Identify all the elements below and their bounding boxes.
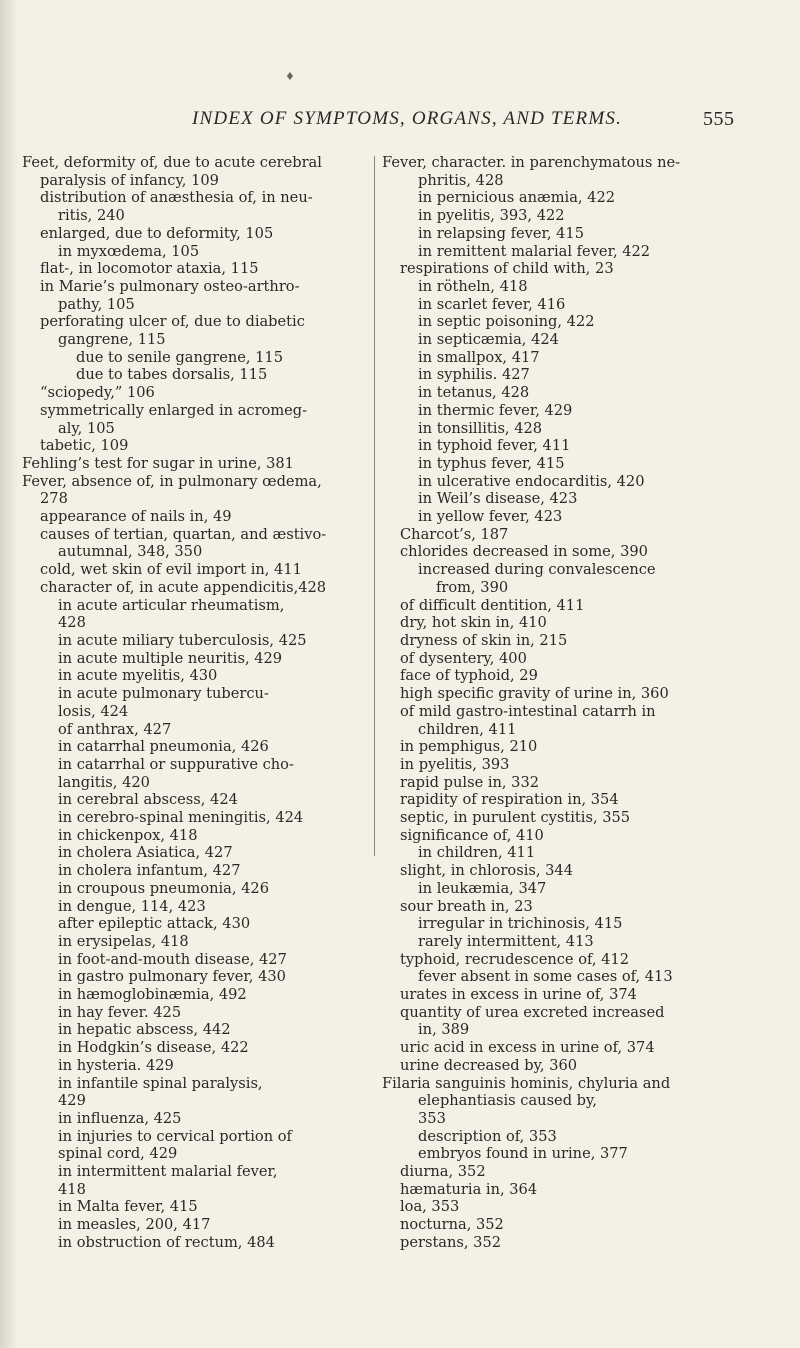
index-entry: high specific gravity of urine in, 360 <box>400 685 669 703</box>
index-entry: from, 390 <box>436 578 509 596</box>
left-index-column <box>22 154 372 1252</box>
index-entry: gangrene, 115 <box>58 331 166 349</box>
index-entry: in pernicious anæmia, 422 <box>418 189 616 207</box>
index-entry: in Malta fever, 415 <box>58 1198 198 1216</box>
index-entry: in hepatic abscess, 442 <box>58 1021 231 1039</box>
index-entry: in measles, 200, 417 <box>58 1216 211 1234</box>
index-entry: loa, 353 <box>400 1198 460 1216</box>
index-entry: rapid pulse in, 332 <box>400 773 540 791</box>
index-entry: 429 <box>58 1092 86 1110</box>
index-entry: in myxœdema, 105 <box>58 242 200 260</box>
index-entry: embryos found in urine, 377 <box>418 1145 628 1163</box>
index-entry: symmetrically enlarged in acromeg- <box>40 401 308 419</box>
index-entry: description of, 353 <box>418 1127 557 1145</box>
index-entry: in, 389 <box>418 1021 470 1039</box>
index-entry: in pyelitis, 393 <box>400 755 510 773</box>
index-entry: in erysipelas, 418 <box>58 932 189 950</box>
index-entry: hæmaturia in, 364 <box>400 1180 538 1198</box>
index-entry: chlorides decreased in some, 390 <box>400 543 648 561</box>
index-entry: in children, 411 <box>418 844 536 862</box>
index-entry: after epileptic attack, 430 <box>58 915 251 933</box>
index-entry: “sciopedy,” 106 <box>40 384 155 402</box>
index-entry: in cholera infantum, 427 <box>58 862 241 880</box>
index-entry: quantity of urea excreted increased <box>400 1003 665 1021</box>
index-entry: sour breath in, 23 <box>400 897 533 915</box>
index-entry: cold, wet skin of evil import in, 411 <box>40 561 302 579</box>
index-entry: septic, in purulent cystitis, 355 <box>400 809 631 827</box>
index-entry: in croupous pneumonia, 426 <box>58 879 269 897</box>
index-entry: Feet, deformity of, due to acute cerebral <box>22 154 322 171</box>
index-entry: aly, 105 <box>58 419 115 437</box>
index-entry: significance of, 410 <box>400 826 544 844</box>
index-entry: in Hodgkin’s disease, 422 <box>58 1039 249 1057</box>
index-entry: in acute pulmonary tubercu- <box>58 685 269 703</box>
index-entry: Filaria sanguinis hominis, chyluria and <box>382 1074 671 1092</box>
index-entry: rarely intermittent, 413 <box>418 932 594 950</box>
index-entry: in syphilis. 427 <box>418 366 530 384</box>
index-entry: autumnal, 348, 350 <box>58 543 203 561</box>
stray-mark: ♦ <box>285 70 295 83</box>
index-entry: in relapsing fever, 415 <box>418 224 584 242</box>
index-entry: spinal cord, 429 <box>58 1145 178 1163</box>
index-entry: in typhoid fever, 411 <box>418 437 571 455</box>
index-entry: in pemphigus, 210 <box>400 738 538 756</box>
page-title: INDEX OF SYMPTOMS, ORGANS, AND TERMS. <box>192 108 623 129</box>
index-entry: enlarged, due to deformity, 105 <box>40 224 274 242</box>
index-entry: distribution of anæsthesia of, in neu- <box>40 189 313 207</box>
index-entry: diurna, 352 <box>400 1163 486 1181</box>
index-entry: pathy, 105 <box>58 295 135 313</box>
index-entry: in smallpox, 417 <box>418 348 540 366</box>
index-entry: Fehling’s test for sugar in urine, 381 <box>22 454 294 472</box>
index-entry: in hysteria. 429 <box>58 1056 174 1074</box>
index-entry: in hay fever. 425 <box>58 1003 182 1021</box>
index-entry: in hæmoglobinæmia, 492 <box>58 986 247 1004</box>
index-entry: urates in excess in urine of, 374 <box>400 986 637 1004</box>
index-entry: in obstruction of rectum, 484 <box>58 1233 275 1251</box>
index-entry: in chickenpox, 418 <box>58 826 198 844</box>
index-entry: dry, hot skin in, 410 <box>400 614 547 632</box>
index-entry: in gastro pulmonary fever, 430 <box>58 968 286 986</box>
index-entry: of difficult dentition, 411 <box>400 596 585 614</box>
index-entry: appearance of nails in, 49 <box>40 508 232 526</box>
index-entry: 428 <box>58 614 86 632</box>
index-entry: in acute miliary tuberculosis, 425 <box>58 631 307 649</box>
index-entry: in catarrhal pneumonia, 426 <box>58 738 269 756</box>
index-entry: 353 <box>418 1109 446 1127</box>
index-entry: due to tabes dorsalis, 115 <box>76 366 268 384</box>
page-number: 555 <box>703 108 735 130</box>
index-entry: in Marie’s pulmonary osteo-arthro- <box>40 277 300 295</box>
index-entry: typhoid, recrudescence of, 412 <box>400 950 630 968</box>
index-entry: face of typhoid, 29 <box>400 667 538 685</box>
index-entry: in septic poisoning, 422 <box>418 313 595 331</box>
index-entry: in remittent malarial fever, 422 <box>418 242 651 260</box>
index-entry: in Weil’s disease, 423 <box>418 490 578 508</box>
index-entry: in catarrhal or suppurative cho- <box>58 755 294 773</box>
index-entry: in ulcerative endocarditis, 420 <box>418 472 645 490</box>
index-entry: in acute articular rheumatism, <box>58 596 285 614</box>
index-entry: in intermittent malarial fever, <box>58 1163 278 1181</box>
index-entry: 278 <box>40 490 68 508</box>
index-entry: nocturna, 352 <box>400 1216 504 1234</box>
index-entry: in rötheln, 418 <box>418 277 528 295</box>
index-entry: in influenza, 425 <box>58 1109 182 1127</box>
index-entry: losis, 424 <box>58 702 129 720</box>
index-entry: in infantile spinal paralysis, <box>58 1074 263 1092</box>
page-edge-shadow <box>0 0 18 1348</box>
index-entry: in acute myelitis, 430 <box>58 667 218 685</box>
index-entry: in tetanus, 428 <box>418 384 530 402</box>
index-entry: irregular in trichinosis, 415 <box>418 915 623 933</box>
index-entry: perforating ulcer of, due to diabetic <box>40 313 305 331</box>
index-entry: urine decreased by, 360 <box>400 1056 578 1074</box>
index-entry: Fever, absence of, in pulmonary œdema, <box>22 472 322 490</box>
index-entry: in cerebro-spinal meningitis, 424 <box>58 809 304 827</box>
column-divider <box>374 156 375 856</box>
index-entry: elephantiasis caused by, <box>418 1092 597 1110</box>
index-entry: paralysis of infancy, 109 <box>40 171 219 189</box>
index-entry: slight, in chlorosis, 344 <box>400 862 573 880</box>
index-entry: increased during convalescence <box>418 561 656 579</box>
index-entry: of dysentery, 400 <box>400 649 527 667</box>
index-entry: causes of tertian, quartan, and æstivo- <box>40 525 327 543</box>
index-entry: of anthrax, 427 <box>58 720 172 738</box>
running-header <box>0 108 800 132</box>
index-entry: ritis, 240 <box>58 207 125 225</box>
index-entry: in pyelitis, 393, 422 <box>418 207 565 225</box>
index-entry: Charcot’s, 187 <box>400 525 509 543</box>
index-entry: in septicæmia, 424 <box>418 331 559 349</box>
index-entry: in acute multiple neuritis, 429 <box>58 649 283 667</box>
index-entry: due to senile gangrene, 115 <box>76 348 284 366</box>
index-entry: in cholera Asiatica, 427 <box>58 844 233 862</box>
index-entry: Fever, character. in parenchymatous ne- <box>382 154 681 171</box>
index-entry: in scarlet fever, 416 <box>418 295 566 313</box>
index-entry: in thermic fever, 429 <box>418 401 573 419</box>
index-entry: in leukæmia, 347 <box>418 879 547 897</box>
index-entry: in cerebral abscess, 424 <box>58 791 238 809</box>
index-entry: respirations of child with, 23 <box>400 260 614 278</box>
index-entry: in tonsillitis, 428 <box>418 419 543 437</box>
index-entry: character of, in acute appendicitis,428 <box>40 578 327 596</box>
index-entry: langitis, 420 <box>58 773 150 791</box>
right-index-column <box>382 154 732 1252</box>
index-entry: in typhus fever, 415 <box>418 454 565 472</box>
index-entry: uric acid in excess in urine of, 374 <box>400 1039 655 1057</box>
index-entry: in foot-and-mouth disease, 427 <box>58 950 287 968</box>
index-entry: perstans, 352 <box>400 1233 502 1251</box>
index-entry: in injuries to cervical portion of <box>58 1127 292 1145</box>
index-entry: of mild gastro-intestinal catarrh in <box>400 702 656 720</box>
index-entry: flat-, in locomotor ataxia, 115 <box>40 260 259 278</box>
index-entry: 418 <box>58 1180 86 1198</box>
index-entry: children, 411 <box>418 720 517 738</box>
index-entry: in yellow fever, 423 <box>418 508 563 526</box>
index-entry: fever absent in some cases of, 413 <box>418 968 673 986</box>
index-entry: phritis, 428 <box>418 171 504 189</box>
index-entry: tabetic, 109 <box>40 437 129 455</box>
index-entry: in dengue, 114, 423 <box>58 897 206 915</box>
index-entry: dryness of skin in, 215 <box>400 631 568 649</box>
index-entry: rapidity of respiration in, 354 <box>400 791 619 809</box>
